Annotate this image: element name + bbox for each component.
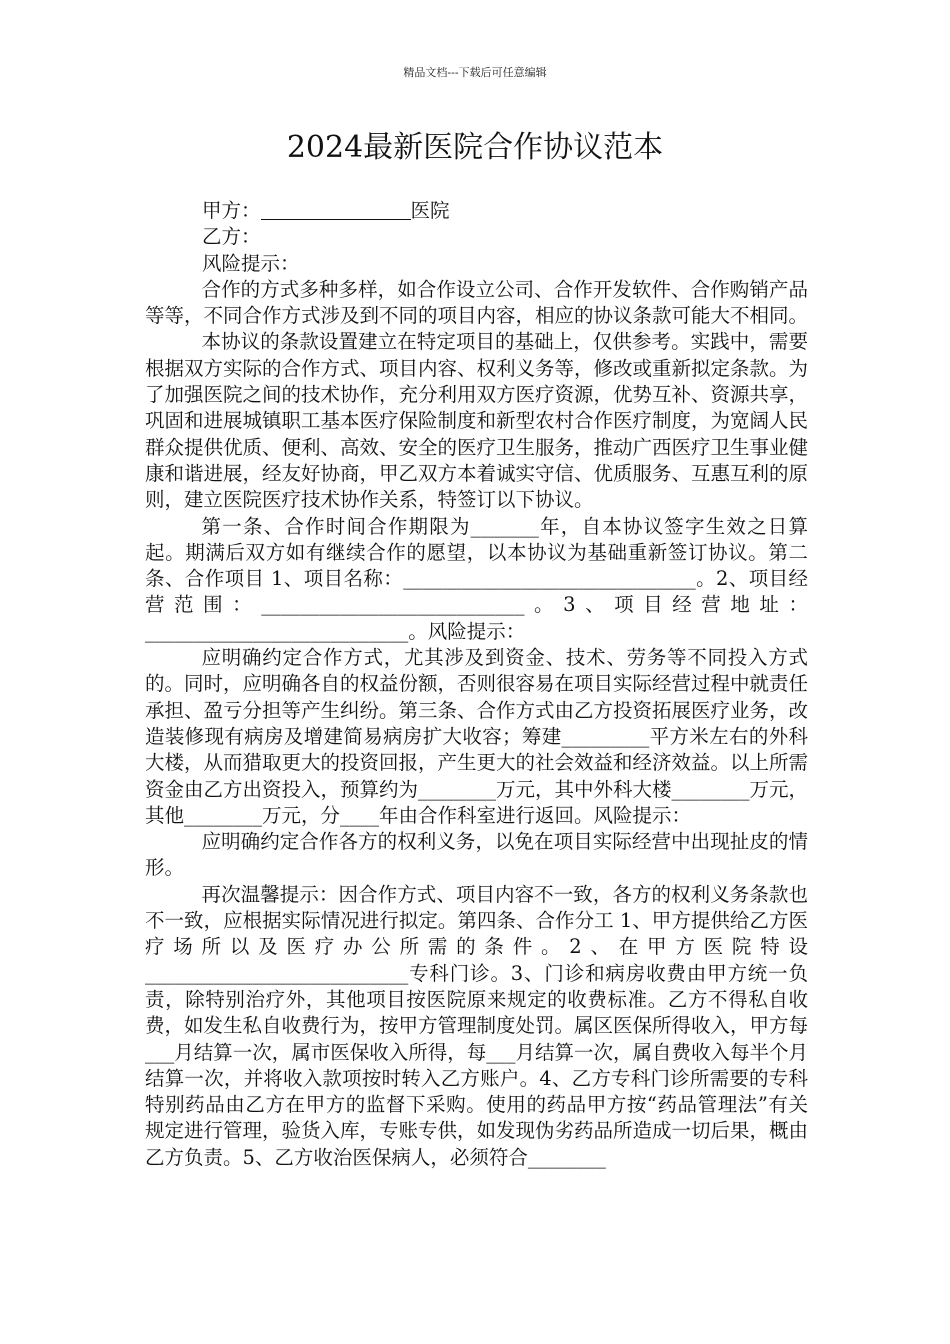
paragraph-preamble: 本协议的条款设置建立在特定项目的基础上，仅供参考。实践中，需要根据双方实际的合作方式、项目内容、权利义务等，修改或重新拟定条款。为了加强医院之间的技术协作，充分利用双方医疗资源，优势互补、资源共享，巩固和进展城镇职工基本医疗保险制度和新型农村合作医疗制度，为宽阔人民群众提供优质、便利、高效、安全的医疗卫生服务，推动广西医疗卫生事业健康和谐进展，经友好协商，甲乙双方本着诚实守信、优质服务、互惠互利的原则，建立医院医疗技术协作关系，特签订以下协议。: [145, 330, 809, 512]
document-body: [145, 198, 808, 1171]
paragraph-articles-1-2: 第一条、合作时间合作期限为_______年，自本协议签字生效之日算起。期满后双方如有继续合作的愿望，以本协议为基础重新签订协议。第二条、合作项目 1、项目名称：______________________________。2、项目经营范围：___________________________。3、项目经营地址：___________________________。风险提示：: [145, 514, 808, 643]
risk-note-label: [145, 251, 808, 277]
party-a-label: 甲方：: [202, 199, 261, 222]
party-b-label: 乙方：: [202, 225, 261, 249]
party-a-line: [145, 198, 808, 224]
paragraph-rights-note: 应明确约定合作各方的权利义务，以免在项目实际经营中出现扯皮的情形。: [145, 830, 808, 880]
paragraph-article-4: 再次温馨提示：因合作方式、项目内容不一致，各方的权利义务条款也不一致，应根据实际情况进行拟定。第四条、合作分工 1、甲方提供给乙方医疗场所以及医疗办公所需的条件。2、在甲方医院特设___________________________专科门诊。3、门诊和病房收费由甲方统一负责，除特别治疗外，其他项目按医院原来规定的收费标准。乙方不得私自收费，如发生私自收费行为，按甲方管理制度处罚。属区医保所得收入，甲方每___月结算一次，属市医保收入所得，每___月结算一次，属自费收入每半个月结算一次，并将收入款项按时转入乙方账户。4、乙方专科门诊所需要的专科特别药品由乙方在甲方的监督下采购。使用的药品甲方按“药品管理法”有关规定进行管理，验货入库，专账专供，如发现伪劣药品所造成一切后果，概由乙方负责。5、乙方收治医保病人，必须符合________: [145, 882, 809, 1169]
party-b-line: [145, 224, 808, 250]
paragraph-cooperation-methods: 合作的方式多种多样，如合作设立公司、合作开发软件、合作购销产品等等，不同合作方式涉及到不同的项目内容，相应的协议条款可能大不相同。: [145, 277, 809, 328]
risk-label: 风险提示：: [202, 251, 300, 275]
paragraph-article-3: 应明确约定合作方式，尤其涉及到资金、技术、劳务等不同投入方式的。同时，应明确各自的权益份额，否则很容易在项目实际经营过程中就责任承担、盈亏分担等产生纠纷。第三条、合作方式由乙方投资拓展医疗业务，改造装修现有病房及增建简易病房扩大收容；筹建_________平方米左右的外科大楼，从而猎取更大的投资回报，产生更大的社会效益和经济效益。以上所需资金由乙方出资投入，预算约为________万元，其中外科大楼________万元，其他________万元，分____年由合作科室进行返回。风险提示：: [145, 646, 809, 827]
party-a-suffix: 医院: [410, 199, 450, 222]
header-note: 精品文档---下载后可任意编辑: [403, 66, 547, 79]
party-a-blank: [261, 199, 411, 220]
document-title: 2024最新医院合作协议范本: [286, 130, 664, 165]
